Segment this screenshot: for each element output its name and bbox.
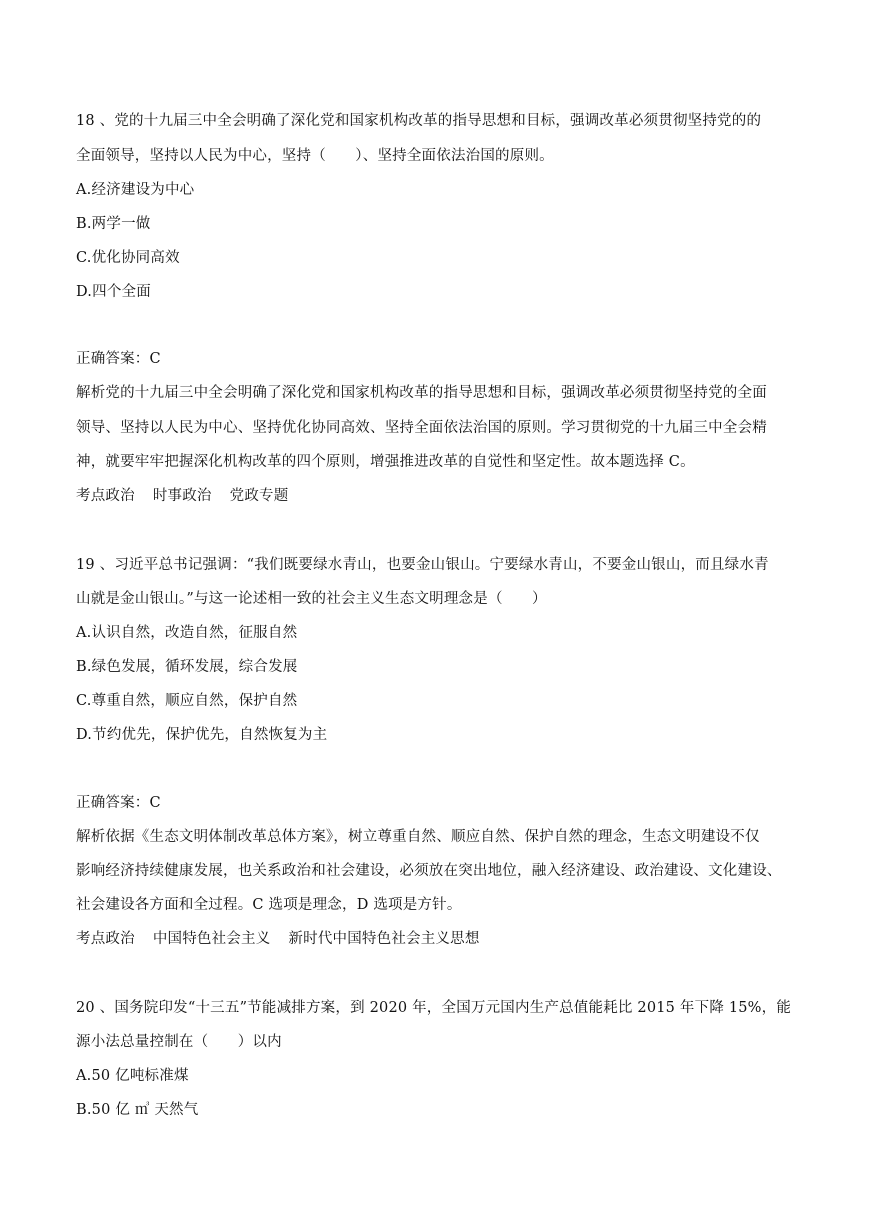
question-18-analysis-line-2: 领导、坚持以人民为中心、坚持优化协同高效、坚持全面依法治国的原则。学习贯彻党的十九届三中全会精	[76, 420, 767, 436]
question-18-tags	[76, 486, 796, 506]
question-19-tag: 考点政治	[76, 931, 135, 947]
question-18-tag: 党政专题	[229, 488, 289, 504]
question-18-stem-line-1: 18 、党的十九届三中全会明确了深化党和国家机构改革的指导思想和目标，强调改革必须贯彻坚持党的的	[76, 113, 762, 129]
question-18-tag: 考点政治	[76, 488, 135, 504]
question-19-analysis-line-2: 影响经济持续健康发展，也关系政治和社会建设，必须放在突出地位，融入经济建设、政治建设、文化建设、	[76, 863, 782, 879]
question-19-option-b: B.绿色发展，循环发展，综合发展	[76, 659, 298, 675]
question-19-stem-line-2: 山就是金山银山。”与这一论述相一致的社会主义生态文明理念是（ ）	[76, 591, 547, 607]
question-20-stem-line-2: 源小法总量控制在（ ）以内	[76, 1034, 282, 1050]
question-19-analysis-line-3: 社会建设各方面和全过程。C 选项是理念，D 选项是方针。	[76, 897, 462, 913]
question-19-tags	[76, 929, 796, 949]
question-19-answer: 正确答案：C	[76, 795, 161, 811]
question-20-option-b: B.50 亿 ㎥ 天然气	[76, 1102, 199, 1118]
question-18-option-a: A.经济建设为中心	[76, 182, 195, 198]
question-18-option-d: D.四个全面	[76, 284, 151, 300]
question-18-stem-line-2: 全面领导，坚持以人民为中心，坚持（ ）、坚持全面依法治国的原则。	[76, 148, 554, 164]
question-18-answer: 正确答案：C	[76, 351, 161, 367]
question-18-option-b: B.两学一做	[76, 216, 151, 232]
question-18-analysis-line-1: 解析党的十九届三中全会明确了深化党和国家机构改革的指导思想和目标，强调改革必须贯彻坚持党的全面	[76, 385, 767, 401]
question-19-option-c: C.尊重自然，顺应自然，保护自然	[76, 693, 298, 709]
question-19-tag: 中国特色社会主义	[152, 931, 271, 947]
question-19-option-a: A.认识自然，改造自然，征服自然	[76, 625, 298, 641]
question-18-tag: 时事政治	[152, 488, 212, 504]
question-19-analysis-line-1: 解析依据《生态文明体制改革总体方案》，树立尊重自然、顺应自然、保护自然的理念，生态文明建设不仅	[76, 829, 760, 845]
question-20-option-a: A.50 亿吨标准煤	[76, 1068, 189, 1084]
question-19-tag: 新时代中国特色社会主义思想	[288, 931, 480, 947]
question-20-stem-line-1: 20 、国务院印发“十三五”节能减排方案，到 2020 年，全国万元国内生产总值能耗比 2015 年下降 15%，能	[76, 1000, 792, 1016]
question-18-option-c: C.优化协同高效	[76, 250, 180, 266]
question-19-stem-line-1: 19 、习近平总书记强调：“我们既要绿水青山，也要金山银山。宁要绿水青山，不要金山银山，而且绿水青	[76, 557, 769, 573]
question-18-analysis-line-3: 神，就要牢牢把握深化机构改革的四个原则，增强推进改革的自觉性和坚定性。故本题选择 C。	[76, 454, 695, 470]
question-19-option-d: D.节约优先，保护优先，自然恢复为主	[76, 727, 328, 743]
